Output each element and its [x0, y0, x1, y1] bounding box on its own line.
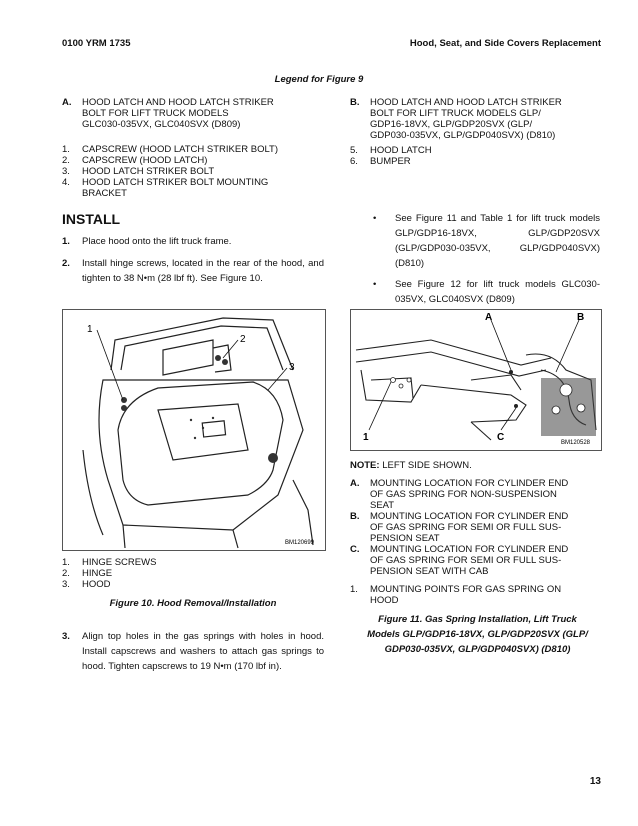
figure-11-note — [350, 460, 472, 471]
caption-line: Models GLP/GDP16-18VX, GLP/GDP20SVX (GLP/ — [367, 629, 588, 640]
legend-line: PENSION SEAT WITH CAB — [370, 566, 489, 577]
legend-label: 1. — [62, 144, 70, 155]
legend-label: 3. — [62, 579, 70, 590]
fig10-legend-item — [62, 579, 324, 590]
legend-label: 1. — [62, 557, 70, 568]
legend-text: HINGE SCREWS — [82, 557, 157, 568]
legend-text: HINGE — [82, 568, 113, 579]
bullet-text: See Figure 11 and Table 1 for lift truck models GLP/GDP16-18VX, GLP/GDP20SVX (GLP/GDP030-035VX, GLP/GDP040SVX) (D810) — [395, 213, 600, 269]
legend-left — [62, 97, 332, 199]
legend-line: HOOD LATCH STRIKER BOLT — [82, 166, 215, 177]
figure-11-illustration — [350, 309, 602, 451]
legend-item-3 — [62, 166, 332, 177]
legend-line: GLC030-035VX, GLC040SVX (D809) — [82, 119, 241, 130]
callout-1: 1 — [87, 324, 93, 335]
step-label: 2. — [62, 258, 70, 269]
caption-line: GDP030-035VX, GLP/GDP040SVX) (D810) — [384, 644, 571, 655]
page-number: 13 — [589, 776, 601, 787]
legend-line: HOOD LATCH STRIKER BOLT MOUNTING — [82, 177, 269, 188]
legend-line: OF GAS SPRING FOR NON-SUSPENSION — [370, 489, 557, 500]
legend-label: 2. — [62, 568, 70, 579]
callout-c: C — [497, 432, 505, 443]
legend-line: MOUNTING LOCATION FOR CYLINDER END — [370, 511, 569, 522]
legend-item-4 — [62, 177, 332, 199]
legend-item-5 — [350, 145, 610, 156]
install-step-1 — [62, 234, 324, 249]
legend-line: BRACKET — [82, 188, 127, 199]
legend-label: 2. — [62, 155, 70, 166]
bullet-item — [368, 277, 600, 307]
legend-line: OF GAS SPRING FOR SEMI OR FULL SUS- — [370, 522, 562, 533]
legend-line: BOLT FOR LIFT TRUCK MODELS — [82, 108, 229, 119]
fig11-legend-item-a — [350, 478, 605, 511]
legend-text: HOOD — [82, 579, 111, 590]
legend-line: HOOD LATCH AND HOOD LATCH STRIKER — [370, 97, 562, 108]
bullet-mark: • — [373, 279, 377, 290]
install-step-2 — [62, 256, 324, 286]
header-doc-number: 0100 YRM 1735 — [62, 38, 131, 49]
legend-line: PENSION SEAT — [370, 533, 440, 544]
fig11-legend-item-b — [350, 511, 605, 544]
figure-code: BM120528 — [561, 440, 591, 446]
bullet-mark: • — [373, 213, 377, 224]
callout-a: A — [485, 312, 493, 323]
legend-line: MOUNTING LOCATION FOR CYLINDER END — [370, 544, 569, 555]
legend-label: A. — [62, 97, 72, 108]
legend-line: MOUNTING POINTS FOR GAS SPRING ON — [370, 584, 562, 595]
header-section-title: Hood, Seat, and Side Covers Replacement — [409, 38, 601, 49]
note-label: NOTE: — [350, 460, 380, 471]
legend-line: GDP16-18VX, GLP/GDP20SVX (GLP/ — [370, 119, 533, 130]
legend-line: OF GAS SPRING FOR SEMI OR FULL SUS- — [370, 555, 562, 566]
legend-right — [350, 97, 610, 167]
legend-line: GDP030-035VX, GLP/GDP040SVX) (D810) — [370, 130, 556, 141]
legend-label: B. — [350, 511, 360, 522]
legend-line: MOUNTING LOCATION FOR CYLINDER END — [370, 478, 569, 489]
bullet-item — [368, 211, 600, 271]
hood-drawing — [63, 310, 325, 550]
install-heading: INSTALL — [62, 211, 121, 227]
legend-label: 6. — [350, 156, 358, 167]
legend-line: HOOD LATCH AND HOOD LATCH STRIKER — [82, 97, 274, 108]
step-text: Place hood onto the lift truck frame. — [82, 236, 232, 247]
figure-10-illustration — [62, 309, 326, 551]
gas-spring-drawing — [351, 310, 601, 450]
legend-label: C. — [350, 544, 360, 555]
step-text: Install hinge screws, located in the rear of the hood, and tighten to 38 N•m (28 lbf ft). See Figure 10. — [82, 258, 324, 284]
figure-11-legend — [350, 478, 605, 606]
install-step-3 — [62, 629, 324, 674]
legend-label: 5. — [350, 145, 358, 156]
figure-11-caption — [350, 612, 605, 657]
figure-10-legend — [62, 557, 324, 590]
legend-item-a — [62, 97, 332, 130]
fig10-legend-item — [62, 568, 324, 579]
legend-line: CAPSCREW (HOOD LATCH STRIKER BOLT) — [82, 144, 278, 155]
legend-label: 3. — [62, 166, 70, 177]
fig10-legend-item — [62, 557, 324, 568]
caption-line: Figure 11. Gas Spring Installation, Lift Truck — [378, 614, 577, 625]
figure-10-caption: Figure 10. Hood Removal/Installation — [109, 598, 277, 609]
callout-3: 3 — [289, 362, 295, 373]
bullet-text: See Figure 12 for lift truck models GLC030-035VX, GLC040SVX (D809) — [395, 279, 600, 305]
legend-line: HOOD LATCH — [370, 145, 432, 156]
legend-label: 1. — [350, 584, 358, 595]
legend-item-1 — [62, 144, 332, 155]
step-text: Align top holes in the gas springs with holes in hood. Install capscrews and washers to attach gas springs to hood. Tighten capscrews to 19 N•m (170 lbf in). — [82, 631, 324, 672]
callout-2: 2 — [240, 334, 246, 345]
legend-item-6 — [350, 156, 610, 167]
legend-line: BUMPER — [370, 156, 411, 167]
legend-line: BOLT FOR LIFT TRUCK MODELS GLP/ — [370, 108, 541, 119]
legend-line: HOOD — [370, 595, 399, 606]
legend-line: SEAT — [370, 500, 395, 511]
figure-code: BM120699 — [285, 540, 315, 546]
legend-label: A. — [350, 478, 360, 489]
legend-line: CAPSCREW (HOOD LATCH) — [82, 155, 208, 166]
callout-1: 1 — [363, 432, 369, 443]
legend-item-b — [350, 97, 610, 141]
legend-label: B. — [350, 97, 360, 108]
step-label: 3. — [62, 631, 70, 642]
callout-b: B — [577, 312, 585, 323]
step-label: 1. — [62, 236, 70, 247]
note-text: LEFT SIDE SHOWN. — [379, 460, 472, 471]
fig11-legend-item-c — [350, 544, 605, 577]
legend-label: 4. — [62, 177, 70, 188]
fig11-legend-item-1 — [350, 584, 605, 606]
legend-title: Legend for Figure 9 — [274, 74, 364, 85]
legend-item-2 — [62, 155, 332, 166]
model-bullets — [368, 211, 600, 307]
